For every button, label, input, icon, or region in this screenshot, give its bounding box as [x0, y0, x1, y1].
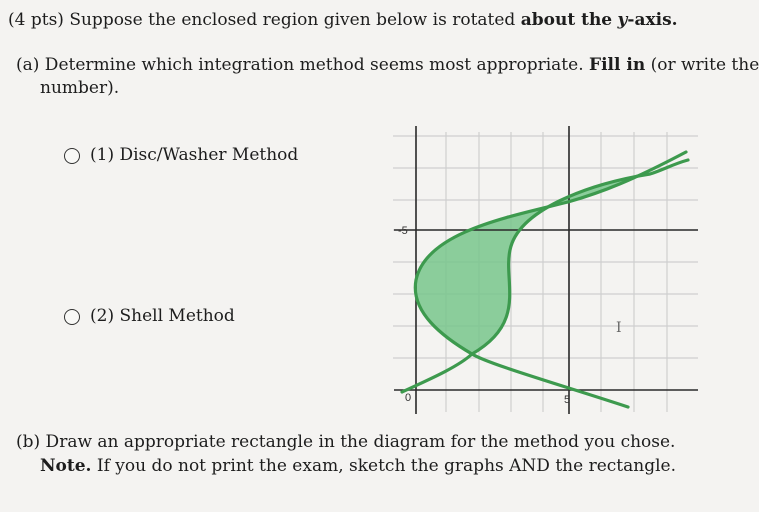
option-shell[interactable]	[64, 306, 235, 327]
part-b-note-label: Note.	[40, 456, 92, 476]
part-a-text: Determine which integration method seems most appropriate.	[39, 55, 590, 75]
option-disc-washer-label: (1) Disc/Washer Method	[90, 145, 299, 165]
question-header	[8, 10, 700, 31]
part-b-line2	[40, 456, 700, 477]
points-label: (4 pts)	[8, 10, 64, 30]
part-b-label: (b)	[16, 432, 41, 452]
part-b-text: Draw an appropriate rectangle in the diagram for the method you chose.	[40, 432, 676, 452]
enclosed-region	[415, 174, 650, 354]
part-a-fill-in: Fill in	[589, 55, 646, 75]
question-text: Suppose the enclosed region given below is rotated	[63, 10, 521, 30]
question-axis-text: -axis.	[627, 10, 678, 30]
part-a-label: (a)	[16, 55, 40, 75]
question-bold-text: about the	[520, 10, 613, 30]
part-b-line1	[16, 432, 700, 453]
option-shell-label: (2) Shell Method	[90, 306, 235, 326]
radio-button-disc-washer[interactable]	[64, 148, 80, 164]
radio-button-shell[interactable]	[64, 309, 80, 325]
part-a-text-post: (or write the	[645, 55, 759, 75]
tick-label-zero: 0	[405, 392, 412, 404]
part-b-note-text: If you do not print the exam, sketch the graphs AND the rectangle.	[91, 456, 676, 476]
option-disc-washer[interactable]	[64, 145, 298, 166]
question-variable: y	[617, 10, 628, 30]
part-a-line2: number).	[40, 78, 120, 98]
tick-label-five: 5	[564, 394, 571, 406]
part-a-line1	[16, 55, 759, 76]
tick-label-minus5: -5	[398, 225, 408, 237]
region-graph[interactable]	[388, 122, 700, 418]
marker-i: I	[616, 320, 622, 336]
